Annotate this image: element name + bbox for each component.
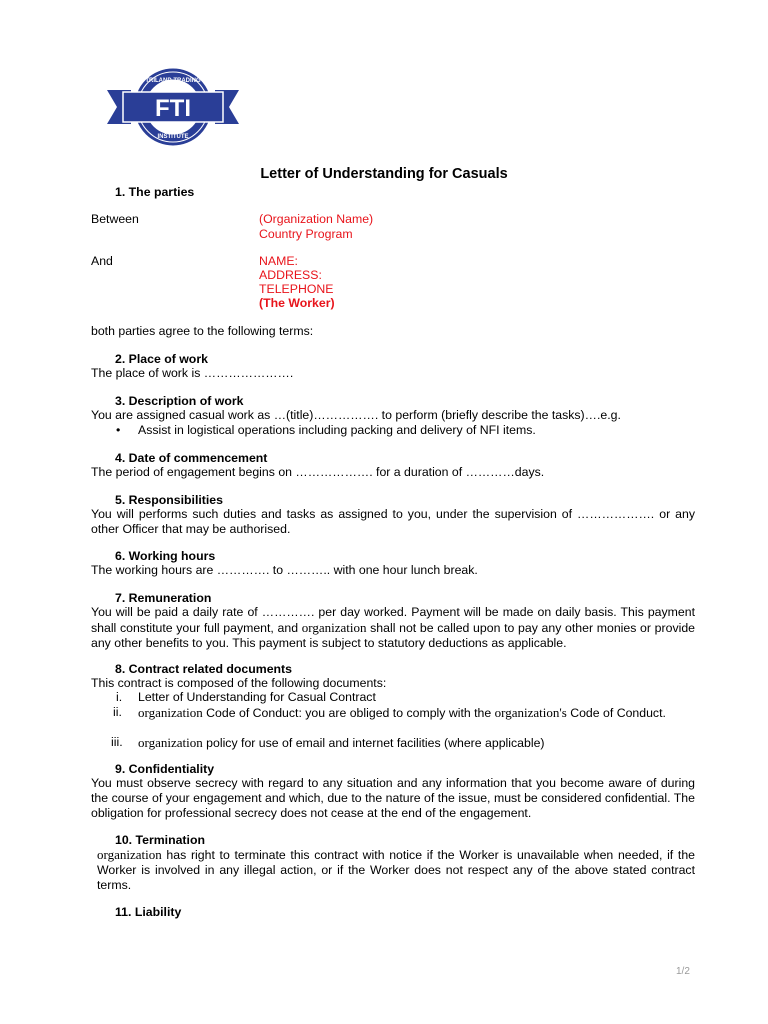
remuneration-text-b: shall not be called upon to pay any other monies or provide any other benefits to you. This payment is subject to statutory deductions as applicable. [91,621,695,650]
worker-telephone-field: TELEPHONE [259,282,334,296]
responsibilities-text: You will performs such duties and tasks as assigned to you, under the supervision of ………………. or any other Officer that may be authorised. [91,507,695,536]
remuneration-text [91,605,695,651]
contract-item-number: iii. [111,735,123,749]
bullet-icon: • [116,423,121,437]
contract-item-org: organization [138,735,203,750]
heading-liability: 11. Liability [115,905,182,919]
page-number: 1/2 [676,966,690,977]
termination-text [97,847,695,893]
contract-intro: This contract is composed of the following documents: [91,676,387,690]
description-text: You are assigned casual work as …(title)……………. to perform (briefly describe the tasks)….e.g. [91,408,621,422]
date-text: The period of engagement begins on ………………. for a duration of …………days. [91,465,545,479]
working-hours-text: The working hours are …………. to ……….. with one hour lunch break. [91,563,478,577]
contract-item-number: i. [116,690,123,704]
worker-name-field: NAME: [259,254,298,268]
worker-label: (The Worker) [259,296,335,310]
place-of-work-text: The place of work is …………………. [91,366,294,380]
contract-item-org: organization [138,705,203,720]
org-name-placeholder: (Organization Name) [259,212,374,226]
heading-contract-documents: 8. Contract related documents [115,662,292,676]
and-label: And [91,254,113,268]
contract-item-text-part: Code of Conduct. [566,706,666,720]
heading-date-of-commencement: 4. Date of commencement [115,451,268,465]
fti-logo [103,64,243,150]
termination-org: organization [97,847,162,862]
fti-seal-icon [103,64,243,150]
logo-ring-bottom: INSTITUTE [157,134,189,140]
termination-text-part: has right to terminate this contract with notice if the Worker is unavailable when needed, if the Worker is involved in any illegal action, or if the Worker does not respect any of the above stated contract terms. [97,848,695,892]
heading-termination: 10. Termination [115,833,205,847]
heading-responsibilities: 5. Responsibilities [115,493,223,507]
heading-confidentiality: 9. Confidentiality [115,762,215,776]
confidentiality-text: You must observe secrecy with regard to any situation and any information that you become aware of during the course of your engagement and which, due to the nature of the issue, must be considered confidential. The obligation for professional secrecy does not cease at the end of the engagement. [91,776,695,820]
heading-description-of-work: 3. Description of work [115,394,244,408]
logo-ring-top: TRILAND TRADING [145,78,201,84]
document-title: Letter of Understanding for Casuals [260,166,508,182]
contract-item-org-possessive: organization's [494,705,567,720]
contract-item-text: Letter of Understanding for Casual Contract [138,690,376,704]
heading-working-hours: 6. Working hours [115,549,216,563]
contract-item-text-part: Code of Conduct: you are obliged to comply with the [202,706,495,720]
worker-address-field: ADDRESS: [259,268,322,282]
description-bullet-item: Assist in logistical operations including packing and delivery of NFI items. [138,423,536,437]
agree-text: both parties agree to the following terms: [91,324,314,338]
between-label: Between [91,212,139,226]
heading-remuneration: 7. Remuneration [115,591,212,605]
remuneration-text-a: You will be paid a daily rate of …………. per day worked. Payment will be made on daily basis. This payment shall constitute your full payment, and [91,605,695,635]
contract-item-text [138,705,695,721]
logo-letters: FTI [155,95,191,122]
contract-item-text-part: policy for use of email and internet facilities (where applicable) [202,736,545,750]
contract-item-number: ii. [113,705,122,719]
contract-item-text [138,735,545,751]
country-program-placeholder: Country Program [259,227,353,241]
remuneration-org: organization [301,620,367,635]
heading-place-of-work: 2. Place of work [115,352,208,366]
heading-parties: 1. The parties [115,185,195,199]
